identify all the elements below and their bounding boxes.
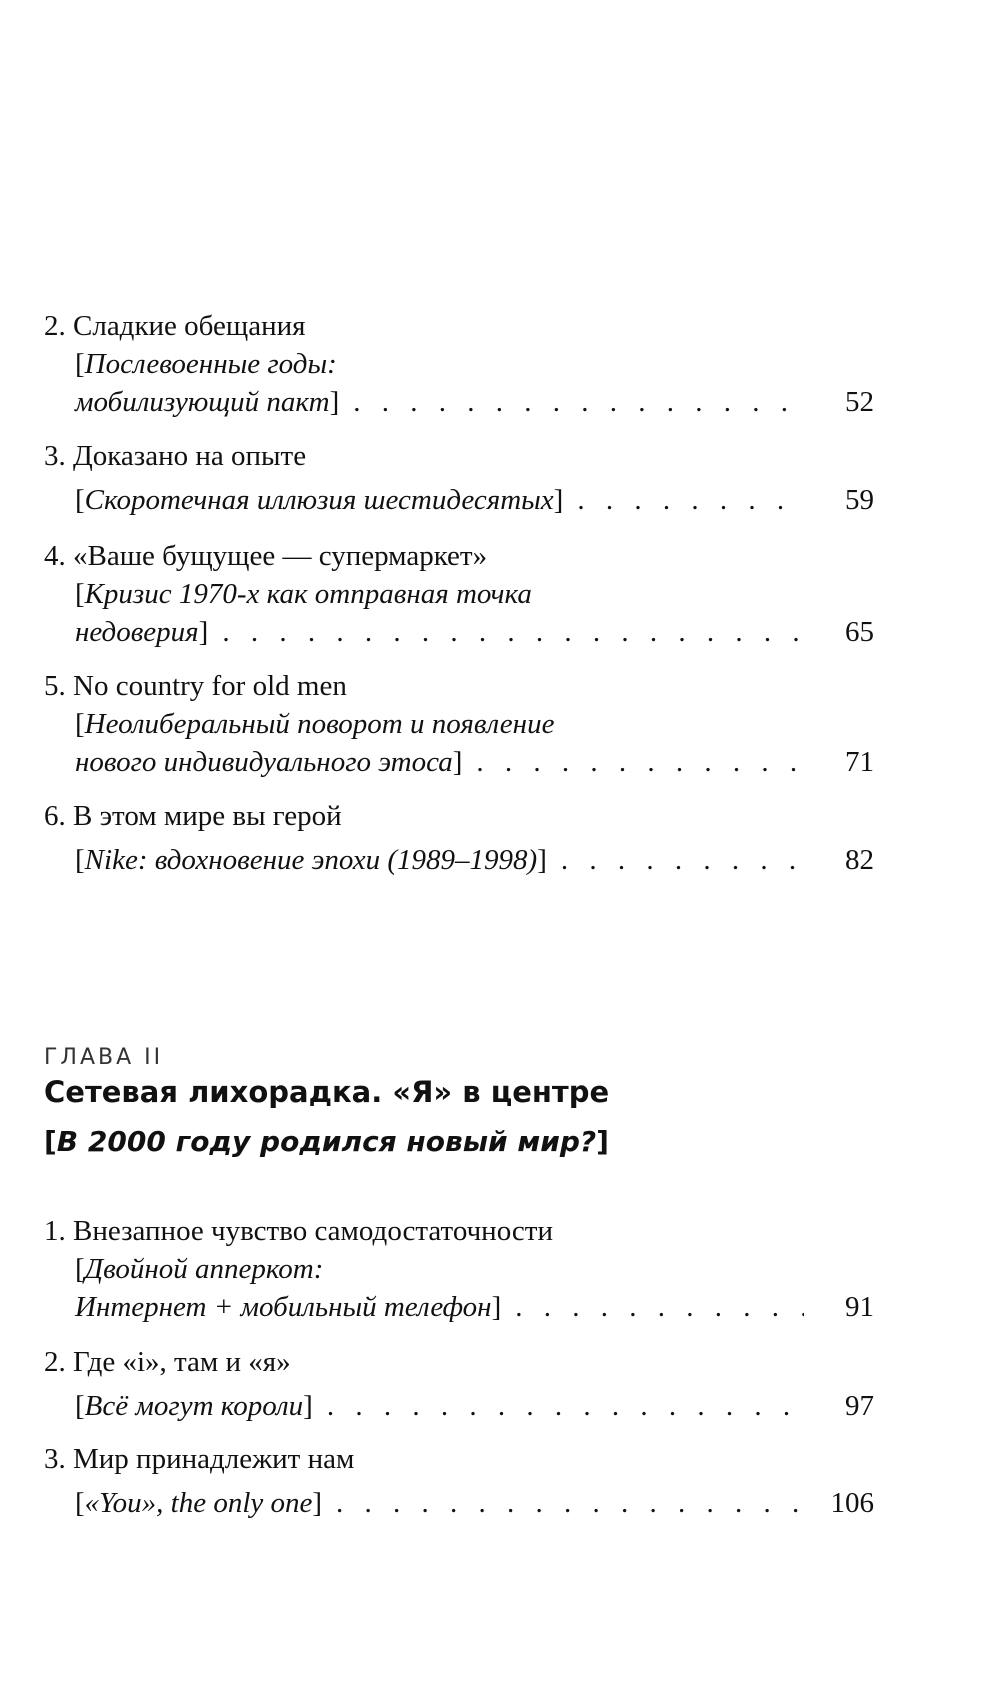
toc-entry: 2. Сладкие обещания [Послевоенные годы: мобилизующий пакт] . . . 52 — [44, 307, 874, 421]
leader-dots — [561, 841, 804, 879]
entry-subtitle: Двойной апперкот: — [84, 1253, 324, 1285]
entry-subtitle: недоверия — [75, 616, 199, 648]
chapter-title: Сетевая лихорадка. «Я» в центре — [44, 1075, 610, 1109]
entry-subtitle: Скоротечная иллюзия шестидесятых — [84, 484, 554, 516]
entry-subtitle: Неолиберальный поворот и появление — [84, 708, 555, 740]
entry-subtitle: «You», the only one — [84, 1487, 313, 1519]
chapter-subtitle: [В 2000 году родился новый мир?] — [44, 1125, 609, 1158]
entry-number: 1. — [44, 1215, 66, 1247]
entry-number: 4. — [44, 540, 66, 572]
page-number: 97 — [845, 1390, 874, 1422]
entry-title: Доказано на опыте — [73, 440, 307, 472]
toc-entry: 3. Доказано на опыте [Скоротечная иллюзия шестидесятых] . . . 59 — [44, 437, 874, 519]
leader-dots — [577, 481, 804, 519]
toc-entry: 3. Мир принадлежит нам [«You», the only one] . . . 106 — [44, 1440, 874, 1522]
entry-title: Сладкие обещания — [73, 310, 306, 342]
entry-number: 3. — [44, 440, 66, 472]
page-number: 91 — [845, 1291, 874, 1323]
entry-number: 5. — [44, 670, 66, 702]
entry-subtitle: Интернет + мобильный телефон — [75, 1291, 492, 1323]
page-number: 65 — [845, 616, 874, 648]
entry-number: 6. — [44, 800, 66, 832]
entry-subtitle: Послевоенные годы: — [84, 348, 337, 380]
entry-subtitle: Кризис 1970-х как отправная точка — [84, 578, 532, 610]
toc-entry: 5. No country for old men [Неолиберальный поворот и появление нового индивидуального этоса] . . . 71 — [44, 667, 874, 781]
leader-dots — [336, 1484, 804, 1522]
toc-entry: 1. Внезапное чувство самодостаточности [Двойной апперкот: Интернет + мобильный телефон] . . . 91 — [44, 1212, 874, 1326]
entry-number: 2. — [44, 1346, 66, 1378]
leader-dots — [327, 1387, 804, 1425]
entry-title: Внезапное чувство самодостаточности — [73, 1215, 553, 1247]
leader-dots — [222, 613, 804, 651]
page-number: 59 — [845, 484, 874, 516]
toc-entry: 6. В этом мире вы герой [Nike: вдохновение эпохи (1989–1998)] . . . 82 — [44, 797, 874, 879]
leader-dots — [476, 743, 804, 781]
entry-title: No country for old men — [73, 670, 347, 702]
entry-title: В этом мире вы герой — [73, 800, 342, 832]
entry-title: «Ваше бущущее — супермаркет» — [73, 540, 488, 572]
page-number: 82 — [845, 844, 874, 876]
toc-entry: 2. Где «i», там и «я» [Всё могут короли] . . . 97 — [44, 1343, 874, 1425]
entry-subtitle: Nike: вдохновение эпохи (1989–1998) — [84, 844, 538, 876]
entry-subtitle: нового индивидуального этоса — [75, 746, 453, 778]
leader-dots — [353, 383, 804, 421]
leader-dots — [515, 1288, 804, 1326]
entry-subtitle: мобилизующий пакт — [75, 386, 330, 418]
page-number: 106 — [830, 1487, 874, 1519]
entry-number: 3. — [44, 1443, 66, 1475]
entry-subtitle: Всё могут короли — [84, 1390, 304, 1422]
page-number: 52 — [845, 386, 874, 418]
entry-title: Где «i», там и «я» — [73, 1346, 291, 1378]
toc-entry: 4. «Ваше бущущее — супермаркет» [Кризис 1970-х как отправная точка недоверия] . . . 65 — [44, 537, 874, 651]
page-number: 71 — [845, 746, 874, 778]
entry-number: 2. — [44, 310, 66, 342]
chapter-label: ГЛАВА II — [44, 1045, 164, 1070]
entry-title: Мир принадлежит нам — [73, 1443, 355, 1475]
